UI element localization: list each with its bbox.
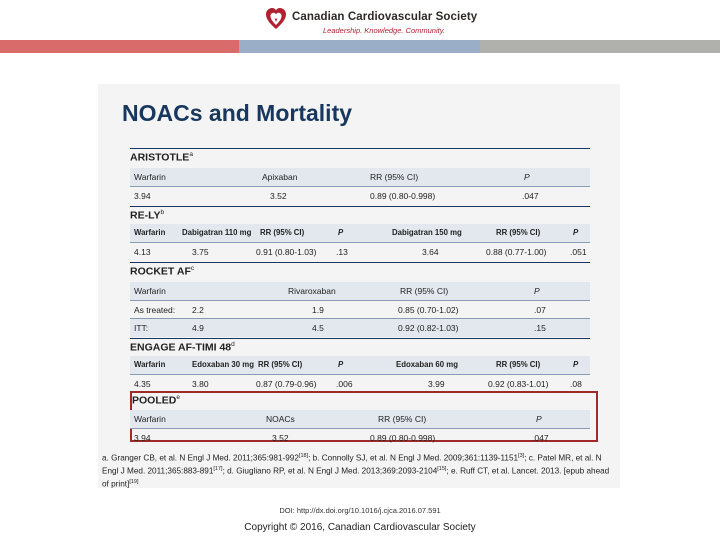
header-stripe-blue [239,40,480,53]
aristotle-heading: ARISTOTLE$^a$ [130,148,590,164]
rocket-itt-row: ITT: 4.9 4.5 0.92 (0.82-1.03) .15 [130,318,590,337]
copyright-notice: Copyright © 2016, Canadian Cardiovascular Society [244,522,476,533]
org-name: Canadian Cardiovascular Society [292,11,478,23]
pooled-heading: POOLED$^e$ [132,394,180,407]
org-tagline: Leadership. Knowledge. Community. [323,26,446,35]
doi-link-text: DOI: http://dx.doi.org/10.1016/j.cjca.2016.07.591 [279,506,441,515]
slide-image [98,84,620,488]
engage-header-row: Warfarin Edoxaban 30 mg RR (95% CI) P Edoxaban 60 mg RR (95% CI) P [130,356,590,374]
ccs-logo [265,7,478,37]
aristotle-header-row: Warfarin Apixaban RR (95% CI) P [130,168,590,186]
rocket-heading: ROCKET $AF^c$ [130,262,590,278]
rocket-as-treated-row: As treated: 2.2 1.9 0.85 (0.70-1.02) .07 [130,300,590,319]
aristotle-value-row: 3.94 3.52 0.89 (0.80-0.998) .047 [130,186,590,205]
rely-heading: $RE-LY^b$ [130,206,590,222]
pooled-header-row: Warfarin NOACs RR (95% CI) P [130,410,590,428]
rely-header-row: Warfarin Dabigatran 110 mg RR (95% CI) P Dabigatran 150 mg RR (95% CI) P [130,224,590,242]
engage-value-row: 4.35 3.80 0.87 (0.79-0.96) .006 3.99 0.92 (0.83-1.01) .08 [130,374,590,393]
references: a. Granger CB, et al. N Engl J Med. 2011;365:981-992[18]; b. Connolly SJ, et al. N Engl J Med. 2009;361:1139-1151[3]; c. Patel MR, et al. N Engl J Med. 2011;365:883-891[17]; d. Giugliano RP, et al. N Engl J Med. 2013;369:2093-2104[15]; e. Ruff CT, et al. Lancet. 2013. [epub ahead of print][19] [102,453,610,490]
slide-title: NOACs and Mortality [122,100,353,126]
rocket-header-row: Warfarin Rivaroxaban RR (95% CI) P [130,282,590,300]
engage-heading: ENGAGE AF-TIMI 48$^d$ [130,338,590,354]
pooled-value-row: 3.94 3.52 0.89 (0.80-0.998) .047 [130,428,590,447]
heart-leaf-logo-icon [265,7,287,31]
header-stripe-red [0,40,239,53]
rely-value-row: 4.13 3.75 0.91 (0.80-1.03) .13 3.64 0.88 (0.77-1.00) .051 [130,242,590,261]
header-stripe-gray [480,40,720,53]
